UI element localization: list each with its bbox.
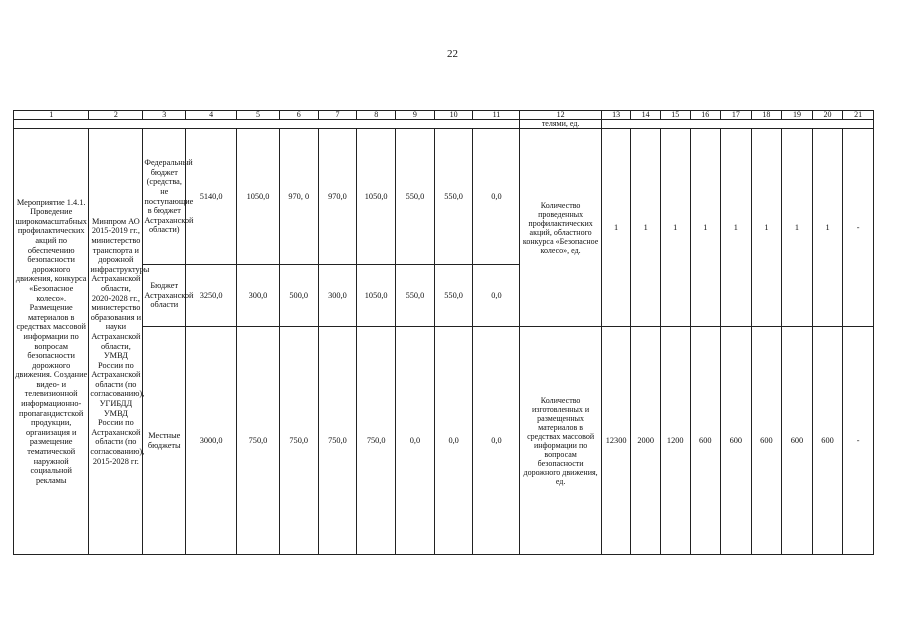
funding-source: Местные бюджеты (143, 327, 186, 555)
indicator-value: 2000 (631, 327, 661, 555)
funding-value: 550,0 (434, 129, 473, 265)
column-number: 17 (721, 111, 752, 120)
funding-source: Бюджет Астраханской области (143, 265, 186, 327)
carryover-empty-cell (14, 120, 520, 129)
column-number: 10 (434, 111, 473, 120)
carryover-empty-cell (601, 120, 873, 129)
column-number: 18 (751, 111, 782, 120)
column-number: 8 (357, 111, 396, 120)
column-number: 14 (631, 111, 661, 120)
funding-value: 970,0 (318, 129, 357, 265)
column-number-row (14, 111, 874, 120)
measure-name: Мероприятие 1.4.1. Проведение широкомасштабных профилактических акций по обеспечению безопасности дорожного движения, конкурса «Безопасное колесо». Размещение материалов в средствах массовой информации по вопросам безопасности дорожного движения. Создание видео- и телевизионной информационно-пропагандистской продукции, организация и размещение тематической наружной социальной рекламы (14, 129, 89, 555)
funding-value: 500,0 (279, 265, 318, 327)
column-number: 13 (601, 111, 631, 120)
column-number: 4 (186, 111, 237, 120)
indicator-value: 1 (631, 129, 661, 327)
funding-value: 550,0 (396, 265, 435, 327)
indicator-value: - (843, 129, 874, 327)
funding-value: 0,0 (473, 129, 520, 265)
funding-value: 970, 0 (279, 129, 318, 265)
column-number: 7 (318, 111, 357, 120)
column-number: 21 (843, 111, 874, 120)
indicator-value: 12300 (601, 327, 631, 555)
funding-value: 750,0 (237, 327, 280, 555)
funding-value: 1050,0 (237, 129, 280, 265)
indicator-value: 1 (751, 129, 782, 327)
indicator-value: 1 (782, 129, 813, 327)
funding-row-federal (14, 129, 874, 265)
funding-value: 0,0 (473, 265, 520, 327)
funding-value: 3250,0 (186, 265, 237, 327)
indicator-value: 600 (751, 327, 782, 555)
column-number: 19 (782, 111, 813, 120)
indicator-value: 1 (690, 129, 721, 327)
page-number: 22 (447, 48, 458, 60)
indicator-value: 600 (721, 327, 752, 555)
indicator-value: 1 (721, 129, 752, 327)
indicator-value: 1 (601, 129, 631, 327)
column-number: 12 (520, 111, 602, 120)
funding-value: 300,0 (318, 265, 357, 327)
funding-value: 0,0 (396, 327, 435, 555)
funding-value: 750,0 (318, 327, 357, 555)
funding-row-local (14, 327, 874, 555)
indicator-value: 1 (660, 129, 690, 327)
funding-value: 1050,0 (357, 265, 396, 327)
carryover-text: телями, ед. (520, 120, 602, 129)
funding-value: 550,0 (434, 265, 473, 327)
funding-value: 0,0 (434, 327, 473, 555)
funding-value: 1050,0 (357, 129, 396, 265)
funding-source: Федеральный бюджет (средства, не поступающие в бюджет Астраханской области) (143, 129, 186, 265)
column-number: 9 (396, 111, 435, 120)
carryover-row (14, 120, 874, 129)
column-number: 11 (473, 111, 520, 120)
funding-value: 300,0 (237, 265, 280, 327)
funding-value: 3000,0 (186, 327, 237, 555)
column-number: 2 (89, 111, 143, 120)
column-number: 6 (279, 111, 318, 120)
column-number: 15 (660, 111, 690, 120)
indicator-value: - (843, 327, 874, 555)
funding-value: 0,0 (473, 327, 520, 555)
column-number: 1 (14, 111, 89, 120)
program-table (13, 110, 874, 555)
funding-value: 750,0 (357, 327, 396, 555)
indicator-value: 600 (812, 327, 843, 555)
indicator-value: 600 (690, 327, 721, 555)
indicator-value: 1 (812, 129, 843, 327)
funding-value: 5140,0 (186, 129, 237, 265)
indicator-value: 1200 (660, 327, 690, 555)
indicator-name: Количество проведенных профилактических акций, областного конкурса «Безопасное колесо», ед. (520, 129, 602, 327)
indicator-value: 600 (782, 327, 813, 555)
measure-executor: Минпром АО 2015-2019 гг., министерство транспорта и дорожной инфраструктуры Астраханской области, 2020-2028 гг., министерство образования и науки Астраханской области, УМВД России по Астраханской области (по согласованию), УГИБДД УМВД России по Астраханской области (по согласованию), 2015-2028 гг. (89, 129, 143, 555)
column-number: 16 (690, 111, 721, 120)
column-number: 5 (237, 111, 280, 120)
column-number: 20 (812, 111, 843, 120)
indicator-name: Количество изготовленных и размещенных материалов в средствах массовой информации по вопросам безопасности дорожного движения, ед. (520, 327, 602, 555)
funding-value: 550,0 (396, 129, 435, 265)
column-number: 3 (143, 111, 186, 120)
funding-value: 750,0 (279, 327, 318, 555)
